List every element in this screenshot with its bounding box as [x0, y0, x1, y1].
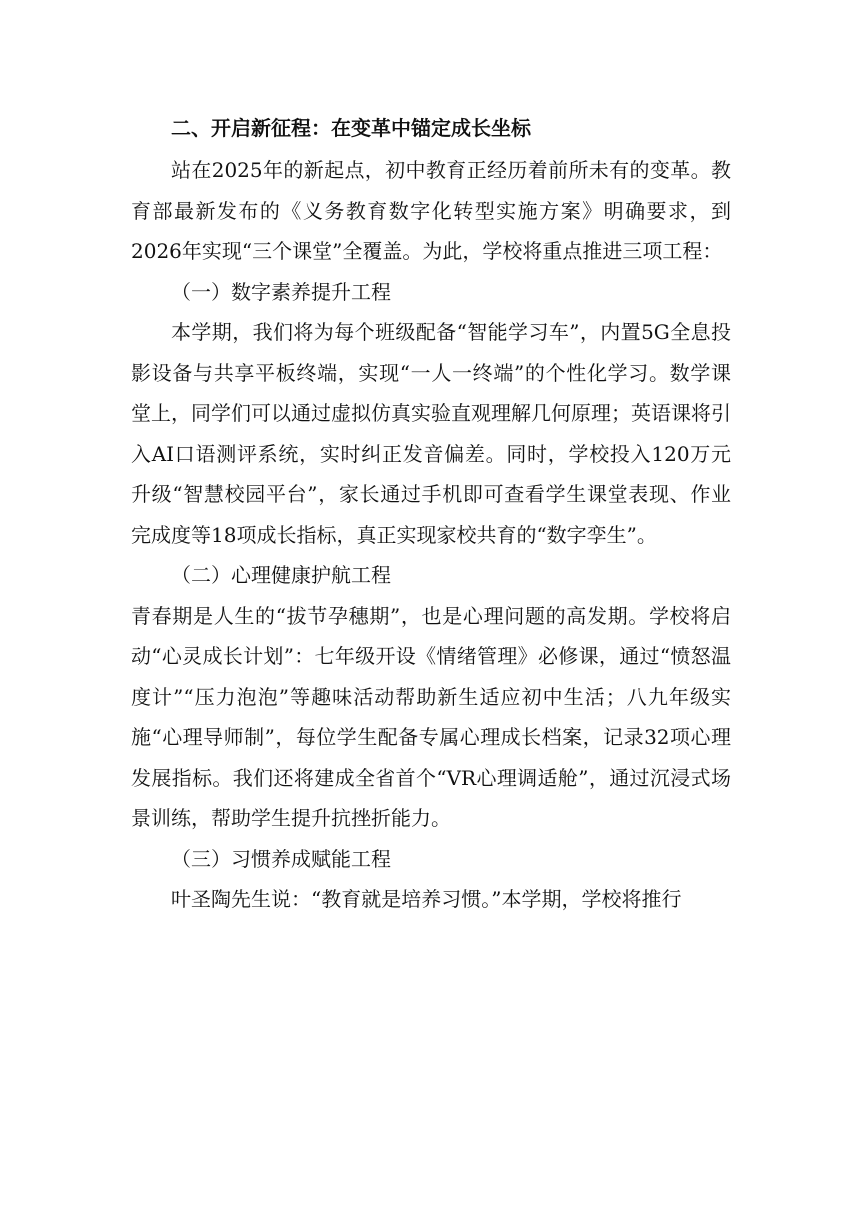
intro-paragraph: 站在2025年的新起点，初中教育正经历着前所未有的变革。教育部最新发布的《义务教育数字化转型实施方案》明确要求，到2026年实现“三个课堂”全覆盖。为此，学校将重点推进三项工程：	[131, 158, 731, 263]
subsection-title-digital-literacy: （一）数字素养提升工程	[171, 279, 391, 304]
document-body	[131, 106, 731, 920]
subsection-body-mental-health: 青春期是人生的“拔节孕穗期”，也是心理问题的高发期。学校将启动“心灵成长计划”：七年级开设《情绪管理》必修课，通过“愤怒温度计”“压力泡泡”等趣味活动帮助新生适应初中生活；八九年级实施“心理导师制”，每位学生配备专属心理成长档案，记录32项心理发展指标。我们还将建成全省首个“VR心理调适舱”，通过沉浸式场景训练，帮助学生提升抗挫折能力。	[131, 603, 731, 830]
subsection-body-habit-formation: 叶圣陶先生说：“教育就是培养习惯。”本学期，学校将推行	[171, 887, 682, 911]
subsection-title-habit-formation: （三）习惯养成赋能工程	[171, 846, 391, 871]
subsection-title-mental-health: （二）心理健康护航工程	[171, 563, 391, 587]
section-heading: 二、开启新征程：在变革中锚定成长坐标	[171, 116, 531, 140]
subsection-body-digital-literacy: 本学期，我们将为每个班级配备“智能学习车”，内置5G全息投影设备与共享平板终端，实现“一人一终端”的个性化学习。数学课堂上，同学们可以通过虚拟仿真实验直观理解几何原理；英语课将引入AI口语测评系统，实时纠正发音偏差。同时，学校投入120万元升级“智慧校园平台”，家长通过手机即可查看学生课堂表现、作业完成度等18项成长指标，真正实现家校共育的“数字孪生”。	[131, 320, 731, 547]
